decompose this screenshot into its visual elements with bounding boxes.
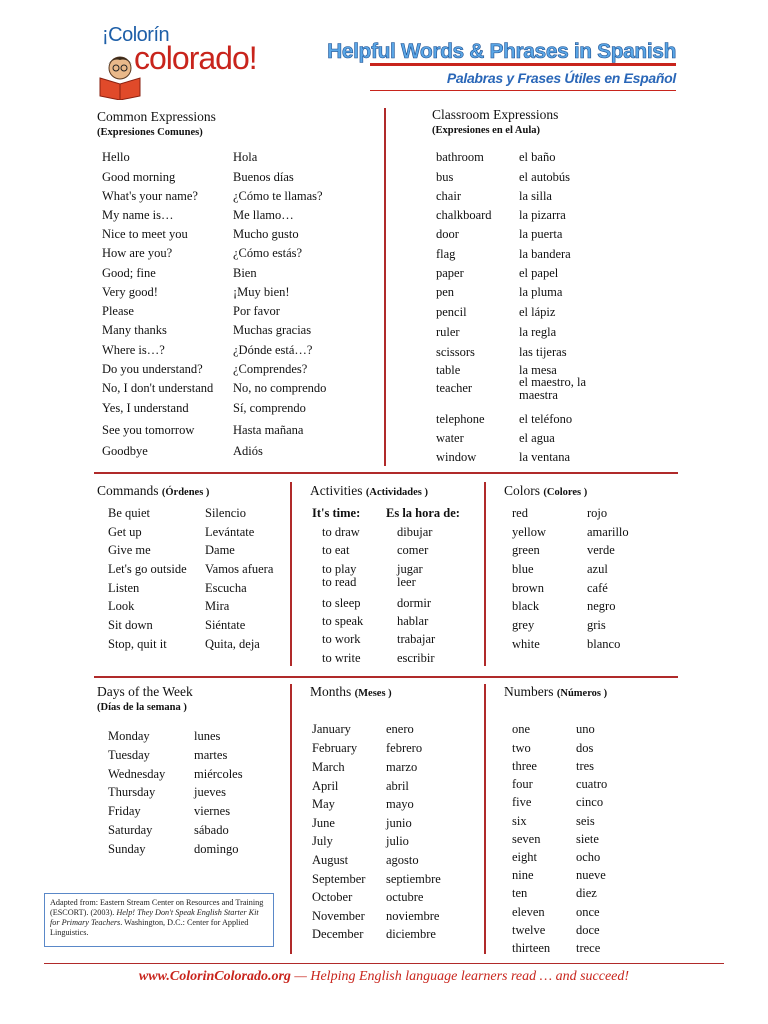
months-english-word: May bbox=[312, 797, 335, 811]
activities-spanish-word: dibujar bbox=[397, 525, 433, 539]
activities-english-word: to draw bbox=[322, 525, 360, 539]
months-title-text: Months bbox=[310, 684, 352, 699]
activities-title bbox=[310, 483, 428, 499]
common-english-word: Please bbox=[102, 304, 134, 318]
colors-spanish-word: verde bbox=[587, 543, 615, 557]
activities-english-word: to speak bbox=[322, 614, 364, 628]
colors-spanish-word: amarillo bbox=[587, 525, 629, 539]
classroom-expressions-title: Classroom Expressions bbox=[432, 107, 559, 122]
commands-english-word: Listen bbox=[108, 581, 140, 595]
numbers-spanish-word: diez bbox=[576, 886, 597, 900]
common-english-word: How are you? bbox=[102, 246, 173, 260]
days-spanish-word: domingo bbox=[194, 842, 239, 856]
colors-english-word: white bbox=[512, 637, 540, 651]
numbers-spanish-word: uno bbox=[576, 722, 595, 736]
common-english-word: Hello bbox=[102, 150, 130, 164]
months-spanish-word: noviembre bbox=[386, 909, 440, 923]
activities-spanish-word: jugar bbox=[397, 562, 423, 576]
colors-english-word: yellow bbox=[512, 525, 547, 539]
activities-english-word: to sleep bbox=[322, 596, 361, 610]
months-english-word: January bbox=[312, 722, 351, 736]
days-spanish-word: miércoles bbox=[194, 767, 243, 781]
numbers-english-word: ten bbox=[512, 886, 528, 900]
classroom-english-word: chair bbox=[436, 189, 461, 203]
months-spanish-word: junio bbox=[386, 816, 412, 830]
common-spanish-word: No, no comprendo bbox=[233, 381, 327, 395]
page-title: Helpful Words & Phrases in Spanish bbox=[327, 40, 676, 63]
months-spanish-word: febrero bbox=[386, 741, 423, 755]
colors-spanish-word: azul bbox=[587, 562, 608, 576]
classroom-expressions-subtitle: (Expresiones en el Aula) bbox=[432, 125, 541, 136]
colors-spanish-word: blanco bbox=[587, 637, 621, 651]
days-spanish-word: martes bbox=[194, 748, 228, 762]
numbers-spanish-word: cuatro bbox=[576, 777, 608, 791]
common-spanish-word: ¿Dónde está…? bbox=[233, 343, 313, 357]
numbers-english-word: one bbox=[512, 722, 531, 736]
classroom-english-word: bus bbox=[436, 170, 454, 184]
numbers-english-word: eleven bbox=[512, 905, 545, 919]
common-spanish-word: Buenos días bbox=[233, 170, 294, 184]
logo-text-bottom: colorado! bbox=[134, 40, 257, 76]
numbers-title-text: Numbers bbox=[504, 684, 554, 699]
classroom-spanish-word: la ventana bbox=[519, 450, 571, 464]
months-spanish-word: enero bbox=[386, 722, 414, 736]
commands-spanish-word: Vamos afuera bbox=[205, 562, 274, 576]
months-english-word: April bbox=[312, 779, 339, 793]
classroom-spanish-word: el lápiz bbox=[519, 305, 556, 319]
common-spanish-word: Bien bbox=[233, 266, 257, 280]
activities-title-text: Activities bbox=[310, 483, 363, 498]
horizontal-divider-2 bbox=[94, 676, 678, 678]
activities-spanish-word: trabajar bbox=[397, 632, 436, 646]
months-english-word: September bbox=[312, 872, 366, 886]
colors-english-word: grey bbox=[512, 618, 535, 632]
colors-subtitle: (Colores ) bbox=[543, 487, 588, 498]
commands-subtitle: (Órdenes ) bbox=[161, 487, 210, 498]
commands-english-word: Stop, quit it bbox=[108, 637, 167, 651]
commands-spanish-word: Mira bbox=[205, 599, 230, 613]
classroom-english-word: scissors bbox=[436, 345, 475, 359]
days-spanish-word: sábado bbox=[194, 823, 229, 837]
numbers-english-word: eight bbox=[512, 850, 537, 864]
months-english-word: August bbox=[312, 853, 349, 867]
numbers-spanish-word: siete bbox=[576, 832, 599, 846]
commands-english-word: Sit down bbox=[108, 618, 153, 632]
commands-english-word: Let's go outside bbox=[108, 562, 187, 576]
common-english-word: See you tomorrow bbox=[102, 423, 195, 437]
common-spanish-word: Sí, comprendo bbox=[233, 401, 306, 415]
colors-spanish-word: negro bbox=[587, 599, 616, 613]
colors-english-word: black bbox=[512, 599, 540, 613]
months-spanish-word: mayo bbox=[386, 797, 414, 811]
logo-text-top: ¡Colorín bbox=[102, 24, 170, 46]
numbers-spanish-word: tres bbox=[576, 759, 595, 773]
common-expressions-title: Common Expressions bbox=[97, 109, 216, 124]
common-english-word: My name is… bbox=[102, 208, 174, 222]
activities-subtitle: (Actividades ) bbox=[365, 487, 428, 498]
classroom-english-word: paper bbox=[436, 266, 464, 280]
numbers-spanish-word: nueve bbox=[576, 868, 606, 882]
months-english-word: July bbox=[312, 834, 333, 848]
months-english-word: October bbox=[312, 890, 353, 904]
common-spanish-word: ¿Comprendes? bbox=[233, 362, 308, 376]
numbers-english-word: seven bbox=[512, 832, 541, 846]
common-english-word: Good; fine bbox=[102, 266, 156, 280]
commands-spanish-word: Siéntate bbox=[205, 618, 246, 632]
source-credit bbox=[44, 893, 274, 947]
common-english-word: What's your name? bbox=[102, 189, 198, 203]
days-english-word: Wednesday bbox=[108, 767, 166, 781]
common-spanish-word: Muchas gracias bbox=[233, 323, 312, 337]
commands-spanish-word: Escucha bbox=[205, 581, 247, 595]
colors-spanish-word: café bbox=[587, 581, 608, 595]
classroom-spanish-word: el agua bbox=[519, 431, 555, 445]
days-english-word: Monday bbox=[108, 729, 150, 743]
common-spanish-word: Por favor bbox=[233, 304, 280, 318]
classroom-spanish-word: el maestro, la maestra bbox=[519, 375, 586, 402]
common-spanish-word: ¿Cómo estás? bbox=[233, 246, 303, 260]
days-title: Days of the Week bbox=[97, 684, 193, 699]
common-english-word: Goodbye bbox=[102, 444, 148, 458]
page-subtitle: Palabras y Frases Útiles en Español bbox=[446, 70, 676, 86]
classroom-english-word: table bbox=[436, 363, 461, 377]
classroom-spanish-word: el papel bbox=[519, 266, 559, 280]
numbers-english-word: thirteen bbox=[512, 941, 551, 955]
numbers-english-word: twelve bbox=[512, 923, 546, 937]
classroom-english-word: door bbox=[436, 227, 459, 241]
classroom-english-word: water bbox=[436, 431, 464, 445]
classroom-english-word: telephone bbox=[436, 412, 485, 426]
numbers-spanish-word: ocho bbox=[576, 850, 601, 864]
commands-english-word: Give me bbox=[108, 543, 151, 557]
months-spanish-word: septiembre bbox=[386, 872, 441, 886]
classroom-spanish-word: la mesa bbox=[519, 363, 557, 377]
credit-text-2: . Washington, D.C.: Center for Applied Linguistics. bbox=[50, 918, 249, 937]
vertical-divider-mid-left bbox=[290, 482, 292, 666]
activities-spanish-word: escribir bbox=[397, 651, 435, 665]
numbers-english-word: six bbox=[512, 814, 527, 828]
activities-english-word: to play bbox=[322, 562, 357, 576]
classroom-english-word: teacher bbox=[436, 381, 473, 395]
classroom-spanish-word: el teléfono bbox=[519, 412, 573, 426]
common-expressions-subtitle: (Expresiones Comunes) bbox=[97, 127, 203, 138]
classroom-spanish-word: las tijeras bbox=[519, 345, 567, 359]
title-underline bbox=[370, 63, 676, 66]
common-english-word: Nice to meet you bbox=[102, 227, 188, 241]
common-english-word: Where is…? bbox=[102, 343, 165, 357]
days-english-word: Sunday bbox=[108, 842, 146, 856]
commands-spanish-word: Silencio bbox=[205, 506, 246, 520]
common-english-word: Good morning bbox=[102, 170, 176, 184]
months-spanish-word: agosto bbox=[386, 853, 419, 867]
footer-tagline: — Helping English language learners read … and succeed! bbox=[290, 969, 630, 984]
credit-book-title: Help! They Don't Speak English Starter Kit for Primary Teachers bbox=[50, 908, 259, 927]
numbers-english-word: nine bbox=[512, 868, 534, 882]
colors-spanish-word: rojo bbox=[587, 506, 608, 520]
activities-spanish-word: leer bbox=[397, 575, 416, 589]
activities-spanish-word: dormir bbox=[397, 596, 432, 610]
numbers-english-word: four bbox=[512, 777, 533, 791]
months-english-word: February bbox=[312, 741, 358, 755]
months-spanish-word: abril bbox=[386, 779, 409, 793]
common-english-word: Do you understand? bbox=[102, 362, 203, 376]
vertical-divider-top bbox=[384, 108, 386, 466]
activities-head-en: It's time: bbox=[312, 506, 361, 520]
months-english-word: March bbox=[312, 760, 345, 774]
classroom-spanish-word: la bandera bbox=[519, 247, 571, 261]
common-spanish-word: Me llamo… bbox=[233, 208, 294, 222]
activities-head-es: Es la hora de: bbox=[386, 506, 460, 520]
footer-divider bbox=[44, 963, 724, 964]
classroom-english-word: pencil bbox=[436, 305, 467, 319]
subtitle-underline bbox=[370, 90, 676, 91]
commands-spanish-word: Levántate bbox=[205, 525, 255, 539]
days-subtitle: (Días de la semana ) bbox=[97, 702, 187, 713]
days-spanish-word: lunes bbox=[194, 729, 221, 743]
commands-title-text: Commands bbox=[97, 483, 159, 498]
classroom-spanish-word: el autobús bbox=[519, 170, 571, 184]
colors-english-word: green bbox=[512, 543, 540, 557]
classroom-english-word: chalkboard bbox=[436, 208, 492, 222]
commands-title bbox=[97, 483, 209, 499]
activities-spanish-word: hablar bbox=[397, 614, 429, 628]
horizontal-divider-1 bbox=[94, 472, 678, 474]
common-english-word: Very good! bbox=[102, 285, 158, 299]
numbers-spanish-word: once bbox=[576, 905, 600, 919]
classroom-english-word: pen bbox=[436, 285, 455, 299]
common-english-word: Many thanks bbox=[102, 323, 167, 337]
common-spanish-word: Adiós bbox=[233, 444, 263, 458]
numbers-spanish-word: seis bbox=[576, 814, 595, 828]
classroom-english-word: flag bbox=[436, 247, 456, 261]
footer-site-link[interactable]: www.ColorinColorado.org bbox=[138, 969, 291, 984]
classroom-spanish-word: la silla bbox=[519, 189, 552, 203]
numbers-title bbox=[504, 684, 607, 700]
activities-english-word: to work bbox=[322, 632, 361, 646]
months-title bbox=[310, 684, 392, 700]
months-spanish-word: marzo bbox=[386, 760, 418, 774]
colors-spanish-word: gris bbox=[587, 618, 606, 632]
activities-spanish-word: comer bbox=[397, 543, 429, 557]
common-spanish-word: Hola bbox=[233, 150, 258, 164]
common-spanish-word: ¡Muy bien! bbox=[233, 285, 290, 299]
commands-english-word: Be quiet bbox=[108, 506, 151, 520]
months-spanish-word: diciembre bbox=[386, 927, 436, 941]
commands-spanish-word: Quita, deja bbox=[205, 637, 260, 651]
common-english-word: Yes, I understand bbox=[102, 401, 189, 415]
classroom-spanish-word: la pluma bbox=[519, 285, 563, 299]
days-english-word: Tuesday bbox=[108, 748, 150, 762]
months-english-word: June bbox=[312, 816, 335, 830]
colors-english-word: red bbox=[512, 506, 528, 520]
activities-english-word: to eat bbox=[322, 543, 350, 557]
credit-text-1: Adapted from: Eastern Stream Center on Resources and Training (ESCORT). (2003). bbox=[50, 898, 264, 917]
numbers-spanish-word: cinco bbox=[576, 795, 604, 809]
numbers-spanish-word: trece bbox=[576, 941, 601, 955]
months-english-word: December bbox=[312, 927, 364, 941]
days-english-word: Thursday bbox=[108, 785, 156, 799]
classroom-english-word: bathroom bbox=[436, 150, 484, 164]
days-english-word: Saturday bbox=[108, 823, 153, 837]
numbers-english-word: three bbox=[512, 759, 537, 773]
classroom-english-word: window bbox=[436, 450, 477, 464]
days-spanish-word: jueves bbox=[194, 785, 226, 799]
common-english-word: No, I don't understand bbox=[102, 381, 214, 395]
days-spanish-word: viernes bbox=[194, 804, 231, 818]
common-spanish-word: ¿Cómo te llamas? bbox=[233, 189, 323, 203]
colors-title bbox=[504, 483, 587, 499]
activities-english-word: to write bbox=[322, 651, 361, 665]
classroom-spanish-word: la pizarra bbox=[519, 208, 566, 222]
commands-spanish-word: Dame bbox=[205, 543, 235, 557]
footer bbox=[0, 969, 768, 985]
colors-english-word: blue bbox=[512, 562, 534, 576]
vertical-divider-bottom-right bbox=[484, 684, 486, 954]
common-spanish-word: Mucho gusto bbox=[233, 227, 299, 241]
colors-english-word: brown bbox=[512, 581, 544, 595]
numbers-spanish-word: dos bbox=[576, 741, 594, 755]
months-subtitle: (Meses ) bbox=[354, 688, 392, 699]
days-english-word: Friday bbox=[108, 804, 141, 818]
common-spanish-word: Hasta mañana bbox=[233, 423, 304, 437]
classroom-spanish-word: la regla bbox=[519, 325, 557, 339]
classroom-spanish-word: el baño bbox=[519, 150, 556, 164]
months-english-word: November bbox=[312, 909, 365, 923]
classroom-english-word: ruler bbox=[436, 325, 460, 339]
months-spanish-word: julio bbox=[386, 834, 409, 848]
numbers-spanish-word: doce bbox=[576, 923, 600, 937]
numbers-english-word: five bbox=[512, 795, 532, 809]
activities-english-word: to read bbox=[322, 575, 357, 589]
months-spanish-word: octubre bbox=[386, 890, 424, 904]
colors-title-text: Colors bbox=[504, 483, 541, 498]
commands-english-word: Get up bbox=[108, 525, 142, 539]
vertical-divider-mid-right bbox=[484, 482, 486, 666]
numbers-subtitle: (Números ) bbox=[556, 688, 608, 699]
numbers-english-word: two bbox=[512, 741, 531, 755]
classroom-spanish-word: la puerta bbox=[519, 227, 563, 241]
logo bbox=[96, 24, 266, 114]
commands-english-word: Look bbox=[108, 599, 135, 613]
vertical-divider-bottom-left bbox=[290, 684, 292, 954]
